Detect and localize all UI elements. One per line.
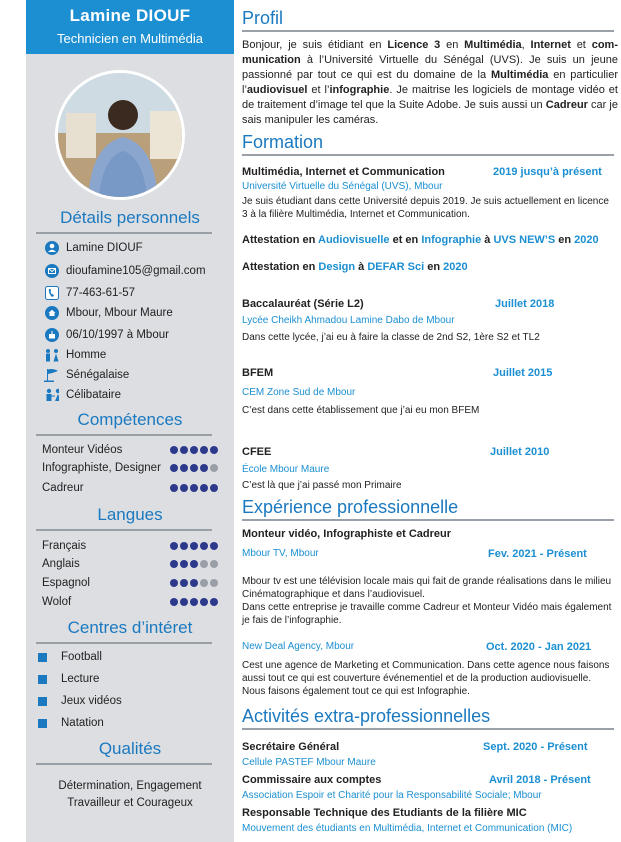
rating-dot-filled (180, 484, 189, 493)
skill-rating (170, 484, 219, 493)
rating-dot-filled (190, 446, 199, 455)
skill-row: Monteur Vidéos (42, 444, 218, 456)
bullet-square-icon (38, 719, 47, 728)
rating-dot-filled (190, 560, 199, 569)
rating-dot-filled (200, 484, 209, 493)
rating-dot-filled (210, 484, 219, 493)
detail-name: Lamine DIOUF (44, 240, 143, 255)
rating-dot-empty (210, 560, 219, 569)
interest-item: Jeux vidéos (38, 695, 122, 707)
rating-dot-filled (200, 464, 209, 473)
header-banner (26, 0, 234, 54)
interest-item: Natation (38, 717, 104, 729)
rating-dot-filled (180, 579, 189, 588)
skill-rating (170, 464, 219, 473)
rating-dot-filled (180, 598, 189, 607)
language-rating (170, 579, 219, 588)
rating-dot-filled (170, 560, 179, 569)
rating-dot-filled (170, 484, 179, 493)
rating-dot-filled (170, 598, 179, 607)
flag-icon (44, 367, 59, 382)
qualities-text: Détermination, Engagement Travailleur et Courageux (58, 780, 202, 809)
rating-dot-filled (170, 542, 179, 551)
sidebar (26, 0, 234, 842)
rating-dot-filled (170, 579, 179, 588)
rating-dot-filled (190, 579, 199, 588)
activity-role: Responsable Technique des Etudiants de la filière MIC (242, 807, 527, 819)
rating-dot-filled (190, 484, 199, 493)
activity-date: Sept. 2020 - Présent (483, 741, 588, 753)
detail-gender: Homme (44, 347, 106, 362)
formation-date: Juillet 2010 (490, 446, 550, 458)
interest-item: Football (38, 651, 102, 663)
language-row: Espagnol (42, 577, 218, 589)
email-icon (44, 263, 59, 278)
formation-title: Multimédia, Internet et Communication (242, 166, 445, 178)
formation-description: C’est là que j’ai passé mon Primaire (242, 480, 402, 491)
language-rating (170, 598, 219, 607)
rating-dot-filled (200, 446, 209, 455)
attestation-2: Attestation en Design à DEFAR Sci en 2020 (242, 261, 468, 273)
detail-email: dioufamine105@gmail.com (44, 263, 206, 278)
experience-role: Monteur vidéo, Infographiste et Cadreur (242, 528, 452, 540)
skill-row: Cadreur (42, 482, 218, 494)
bullet-square-icon (38, 697, 47, 706)
bullet-square-icon (38, 653, 47, 662)
language-rating (170, 560, 219, 569)
qualities-title: Qualités (26, 739, 234, 759)
detail-phone: 77-463-61-57 (44, 285, 135, 300)
formation-school: Université Virtuelle du Sénégal (UVS), Mbour (242, 181, 443, 192)
experience-description: Mbour tv est une télévision locale mais qui fait de grande réalisations dans le milieu Cinématographique et dans l’audiovisuel. (242, 576, 612, 600)
experience-date: Fev. 2021 - Présent (488, 548, 587, 560)
rating-dot-filled (190, 464, 199, 473)
detail-status: Célibataire (44, 387, 121, 402)
gender-icon (44, 347, 59, 362)
profile-photo (55, 70, 185, 200)
experience-description: Cest une agence de Marketing et Communication. Dans cette agence nous faisons aussi tout ce qui est couverture événementiel et de la production audiovisuelle. Nous faisons également tout ce qui est Infographie. (242, 660, 610, 697)
home-icon (44, 305, 59, 320)
rating-dot-filled (170, 464, 179, 473)
interests-title: Centres d’intéret (26, 618, 234, 638)
formation-description: Dans cette lycée, j’ai eu à faire la classe de 2nd S2, 1ère S2 et TL2 (242, 332, 540, 343)
section-title-profil: Profil (242, 8, 614, 32)
experience-company: New Deal Agency, Mbour (242, 641, 355, 652)
formation-date: Juillet 2015 (493, 367, 553, 379)
experience-date: Oct. 2020 - Jan 2021 (486, 641, 592, 653)
rating-dot-filled (180, 542, 189, 551)
user-icon (44, 240, 59, 255)
birthday-icon (44, 327, 59, 342)
language-rating (170, 542, 219, 551)
rating-dot-filled (180, 446, 189, 455)
activity-role: Secrétaire Général (242, 741, 340, 753)
rating-dot-filled (200, 542, 209, 551)
formation-school: École Mbour Maure (242, 464, 330, 475)
skill-row: Infographiste, Designer (42, 462, 218, 474)
formation-title: BFEM (242, 367, 274, 379)
formation-date: Juillet 2018 (495, 298, 555, 310)
rating-dot-empty (210, 464, 219, 473)
rating-dot-filled (170, 446, 179, 455)
interest-item: Lecture (38, 673, 99, 685)
activity-org: Association Espoir et Charité pour la Responsabilité Sociale; Mbour (242, 790, 542, 801)
detail-address: Mbour, Mbour Maure (44, 305, 173, 320)
experience-description: Dans cette entreprise je travaille comme Cadreur et Monteur Vidéo mais également je fais de l’infographie. (242, 602, 612, 626)
details-title: Détails personnels (26, 208, 234, 228)
rating-dot-filled (180, 560, 189, 569)
formation-date: 2019 jusqu’à présent (493, 166, 602, 178)
phone-icon (44, 285, 59, 300)
skills-title: Compétences (26, 410, 234, 430)
language-row: Wolof (42, 596, 218, 608)
rating-dot-filled (190, 598, 199, 607)
formation-title: Baccalauréat (Série L2) (242, 298, 364, 310)
detail-birth: 06/10/1997 à Mbour (44, 327, 169, 342)
formation-title: CFEE (242, 446, 272, 458)
rating-dot-filled (190, 542, 199, 551)
rating-dot-empty (200, 579, 209, 588)
skill-rating (170, 446, 219, 455)
rating-dot-filled (180, 464, 189, 473)
rating-dot-filled (200, 598, 209, 607)
formation-description: Je suis étudiant dans cette Université depuis 2019. Je suis actuellement en licence 3 à la filière Multimédia, Internet et Communication. (242, 196, 609, 220)
person-name: Lamine DIOUF (69, 6, 191, 25)
detail-nationality: Sénégalaise (44, 367, 129, 382)
attestation-1: Attestation en Audiovisuelle et en Infographie à UVS NEW’S en 2020 (242, 234, 599, 246)
language-row: Anglais (42, 558, 218, 570)
activity-org: Cellule PASTEF Mbour Maure (242, 757, 376, 768)
section-title-formation: Formation (242, 132, 614, 156)
activity-date: Avril 2018 - Présent (489, 774, 591, 786)
rating-dot-filled (210, 446, 219, 455)
rating-dot-empty (210, 579, 219, 588)
rating-dot-empty (200, 560, 209, 569)
rating-dot-filled (210, 598, 219, 607)
activity-org: Mouvement des étudiants en Multimédia, Internet et Communication (MIC) (242, 823, 573, 834)
activity-role: Commissaire aux comptes (242, 774, 382, 786)
couple-icon (44, 387, 59, 402)
section-title-experience: Expérience professionnelle (242, 497, 614, 521)
formation-school: CEM Zone Sud de Mbour (242, 387, 356, 398)
formation-description: C’est dans cette établissement que j’ai eu mon BFEM (242, 405, 480, 416)
bullet-square-icon (38, 675, 47, 684)
formation-school: Lycée Cheikh Ahmadou Lamine Dabo de Mbour (242, 315, 455, 326)
section-title-activities: Activités extra-professionnelles (242, 706, 614, 730)
job-title: Technicien en Multimédia (57, 31, 203, 46)
rating-dot-filled (210, 542, 219, 551)
language-row: Français (42, 540, 218, 552)
languages-title: Langues (26, 505, 234, 525)
experience-company: Mbour TV, Mbour (242, 548, 319, 559)
profile-text: Bonjour, je suis étidiant en Licence 3 en Multimédia, Internet et communication à l’Université Virtuelle du Sénégal (UVS). Je suis un jeune passionné par tout ce qui est du domaine de la Multimédia en particulier l’audiovisuel et l’infographie. Je maitrise les logiciels de montage vidéo et de traitement d’image tel que la Suite Adobe. Je suis aussi un Cadreur car je sais manipuler les caméras. (242, 39, 618, 126)
